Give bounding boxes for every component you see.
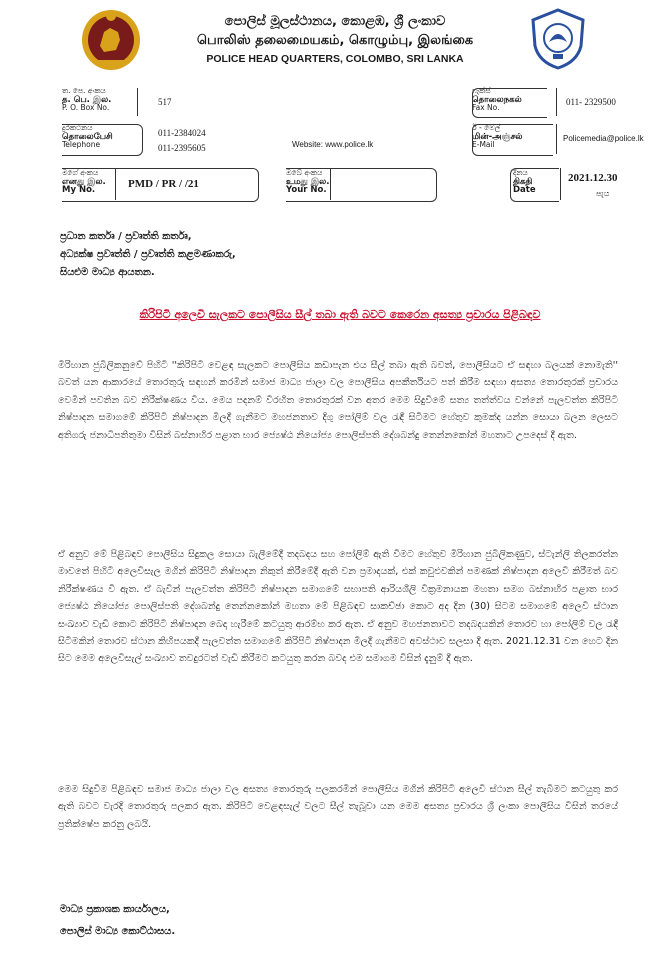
po-box-label: ත. පෙ. අංකය த. பெ. இல. P. O. Box No. bbox=[62, 86, 112, 112]
your-no-label: ඔබේ අංකය உமது இல. Your No. bbox=[286, 168, 330, 195]
your-no-box bbox=[286, 168, 437, 202]
title-english: POLICE HEAD QUARTERS, COLOMBO, SRI LANKA bbox=[206, 53, 464, 65]
fax-label: ෆැක්ස් தொலைநகல் Fax No. bbox=[472, 86, 522, 112]
divider bbox=[330, 168, 331, 200]
date-value: 2021.12.30 bbox=[568, 172, 618, 184]
telephone-label: දුරකථනය தொலைபேசி Telephone bbox=[62, 123, 113, 149]
body-paragraph: ඒ අනුව මේ පිළිබඳව පොලීසිය සිදුකල සොයා බැලීමේදී තදබදය සහ පෝලිම් ඇති වීමට හේතුව මිරිහාන ජුබිලිකණුව, ස්ටැන්ලි තිලකරත්න මාවතේ පිහිටි අලෙවිසැල මගින් කිරිපිටි නිෂ්පාදන නිකුත් කිරීමේදී ඇති වන ප්‍රමාදයක්, එක් කවුළුවකින් පමණක් නිෂ්පාදන අලෙවි කිරීමත් බව නිරීක්ෂණය වී ඇත. ඒ බැවින් පැලවත්ත කිරිපිටි නිෂ්පාදන සමාගමේ සභාපති ආරියශීලි වික්‍රමනායක මහතා සමග බස්නාහිර පළාත භාර ජ්‍යෙෂ්ඨ නියෝජ්‍ය පොලිස්පති දේශබන්දු තෙන්නකෝන් මහතා මේ පිළිබඳව සාකච්ඡා කොට අද දින (30) සිටම සමාගමේ අලෙවි ස්ථාන සංඛ්‍යාව වැඩි කොට කිරිපිටි නිෂ්පාදන බෙදා හැරීමේ කටයුතු ආරම්භ කර ඇත. ඒ අනුව මහජනතාවට තදබදයකින් තොරව හා පෝලිම් වල රැඳී සිටීමකින් තොරව ස්ථාන කිහිපයකදී පැලවත්ත සමාගමේ කිරිපිටි නිෂ්පාදන මිලදී ගැනීමට අවස්ථාව සලසා දී ඇත. 2021.12.31 වන හෙට දින සිට මෙම අලෙවිසැල් සංඛ්‍යාව තවදුරටත් වැඩි කිරීමට කටයුතු කරන බවද එම සමාගම විසින් දැනුම් දී ඇත. bbox=[58, 549, 618, 665]
my-no-value: PMD / PR / /21 bbox=[128, 178, 199, 190]
telephone-value-1: 011-2384024 bbox=[158, 128, 206, 138]
website-label: Website: www.police.lk bbox=[292, 140, 374, 149]
my-no-label: මගේ අංකය எனது இல. My No. bbox=[62, 168, 106, 195]
title-tamil: பொலிஸ் தலைமையகம், கொழும்பு, இலங்கை bbox=[196, 33, 474, 48]
title-sinhala: පොලිස් මූලස්ථානය, කොළඹ, ශ්‍රී ලංකාව bbox=[224, 14, 446, 29]
signature-line: පොලිස් මාධ්‍ය කොට්ඨාසය. bbox=[60, 926, 176, 937]
email-box bbox=[472, 124, 553, 156]
divider bbox=[556, 88, 557, 116]
divider bbox=[556, 124, 557, 154]
date-suffix: පැය bbox=[596, 189, 610, 198]
date-label: දිනය திகதி Date bbox=[513, 168, 536, 195]
sri-lanka-emblem-icon bbox=[80, 6, 142, 72]
police-emblem-icon bbox=[527, 6, 589, 72]
telephone-box bbox=[62, 124, 143, 156]
divider bbox=[137, 88, 138, 116]
body-paragraph: මිරිහාන ජුබිලිකනුවේ පිහිටි ''කිරිපිටි වෙළඳ සැලකට පොලීසිය කඩාපැන එය සීල් තබා ඇති බවත්, පොලීසියට ඒ සඳහා බලයක් නොමැති'' බවත් යන ආකාරයේ තොරතුරු සඳහන් කරමින් සමාජ මාධ්‍ය ජාලා වල පොලීසිය අපකීර්තියට පත් කිරීම සඳහා අසත්‍ය තොරතුරක් ප්‍රචාරය වෙමින් පවතින බව නිරීක්ෂණය විය. මෙය පදනම් විරහිත තොරතුරක් වන අතර මෙම සිදුවීමේ සත්‍ය තත්ත්වය වන්නේ පැලවත්ත කිරිපිටි නිෂ්පාදන සමාගමේ කිරිපිටි නිෂ්පාදන මිලදී ගැනීමට මහජනතාව දිගු පෝලිම් වල රැඳී සිටීමට හේතුව කුමක්ද යන්න සොයා බලන ලෙසට අතිගරු ජනාධිපතිතුමා විසින් බස්නාහිර පළාත භාර ජ්‍යෙෂ්ඨ නියෝජ්‍ය පොලිස්පති දේශබන්දු තෙන්නකෝන් මහතාට උපදෙස් දී ඇත. bbox=[58, 360, 618, 441]
divider bbox=[560, 168, 561, 200]
body-paragraph: මෙම සිදුවීම පිළිබඳව සමාජ මාධ්‍ය ජාලා වල අසත්‍ය තොරතුරු පලකරමින් පොලීසිය මගින් කිරිපිටි අලෙවි ස්ථාන සීල් තැබීමට කටයුතු කර ඇති බවට වැරදි තොරතුරු පලකර ඇත. කිරිපිටි වෙළඳසැල් වලට සීල් තැබූවා යන මෙම අසත්‍ය ප්‍රචාරය ශ්‍රී ලංකා පොලීසිය විසින් තරයේ ප්‍රතික්ෂේප කරනු ලබයි. bbox=[58, 784, 618, 830]
divider bbox=[115, 168, 116, 200]
signature-line: මාධ්‍ය ප්‍රකාශක කාර්යාලය, bbox=[60, 904, 170, 915]
email-label: ඊ - මේල් மின்-அஞ்சல் E-Mail bbox=[472, 123, 523, 149]
date-box bbox=[510, 168, 559, 202]
addressee-line: අධ්‍යක්ෂ ප්‍රවෘත්ති / ප්‍රවෘත්ති කළමණාකරු, bbox=[60, 249, 236, 260]
fax-value: 011- 2329500 bbox=[566, 97, 616, 107]
fax-box bbox=[472, 88, 547, 118]
telephone-value-2: 011-2395605 bbox=[158, 143, 206, 153]
subject-heading: කිරිපිටි අලෙවි සැලකට පොලීසිය සීල් තබා ඇති බවට කෙරෙන අසත්‍ය ප්‍රචාරය පිළිබඳව bbox=[139, 308, 541, 321]
po-box-value: 517 bbox=[158, 97, 172, 107]
addressee-line: ප්‍රධාන කර්තෘ / ප්‍රවෘත්ති කර්තෘ, bbox=[60, 231, 192, 242]
email-value: Policemedia@police.lk bbox=[563, 134, 644, 143]
addressee-line: සියළුම මාධ්‍ය ආයතන. bbox=[60, 267, 155, 278]
